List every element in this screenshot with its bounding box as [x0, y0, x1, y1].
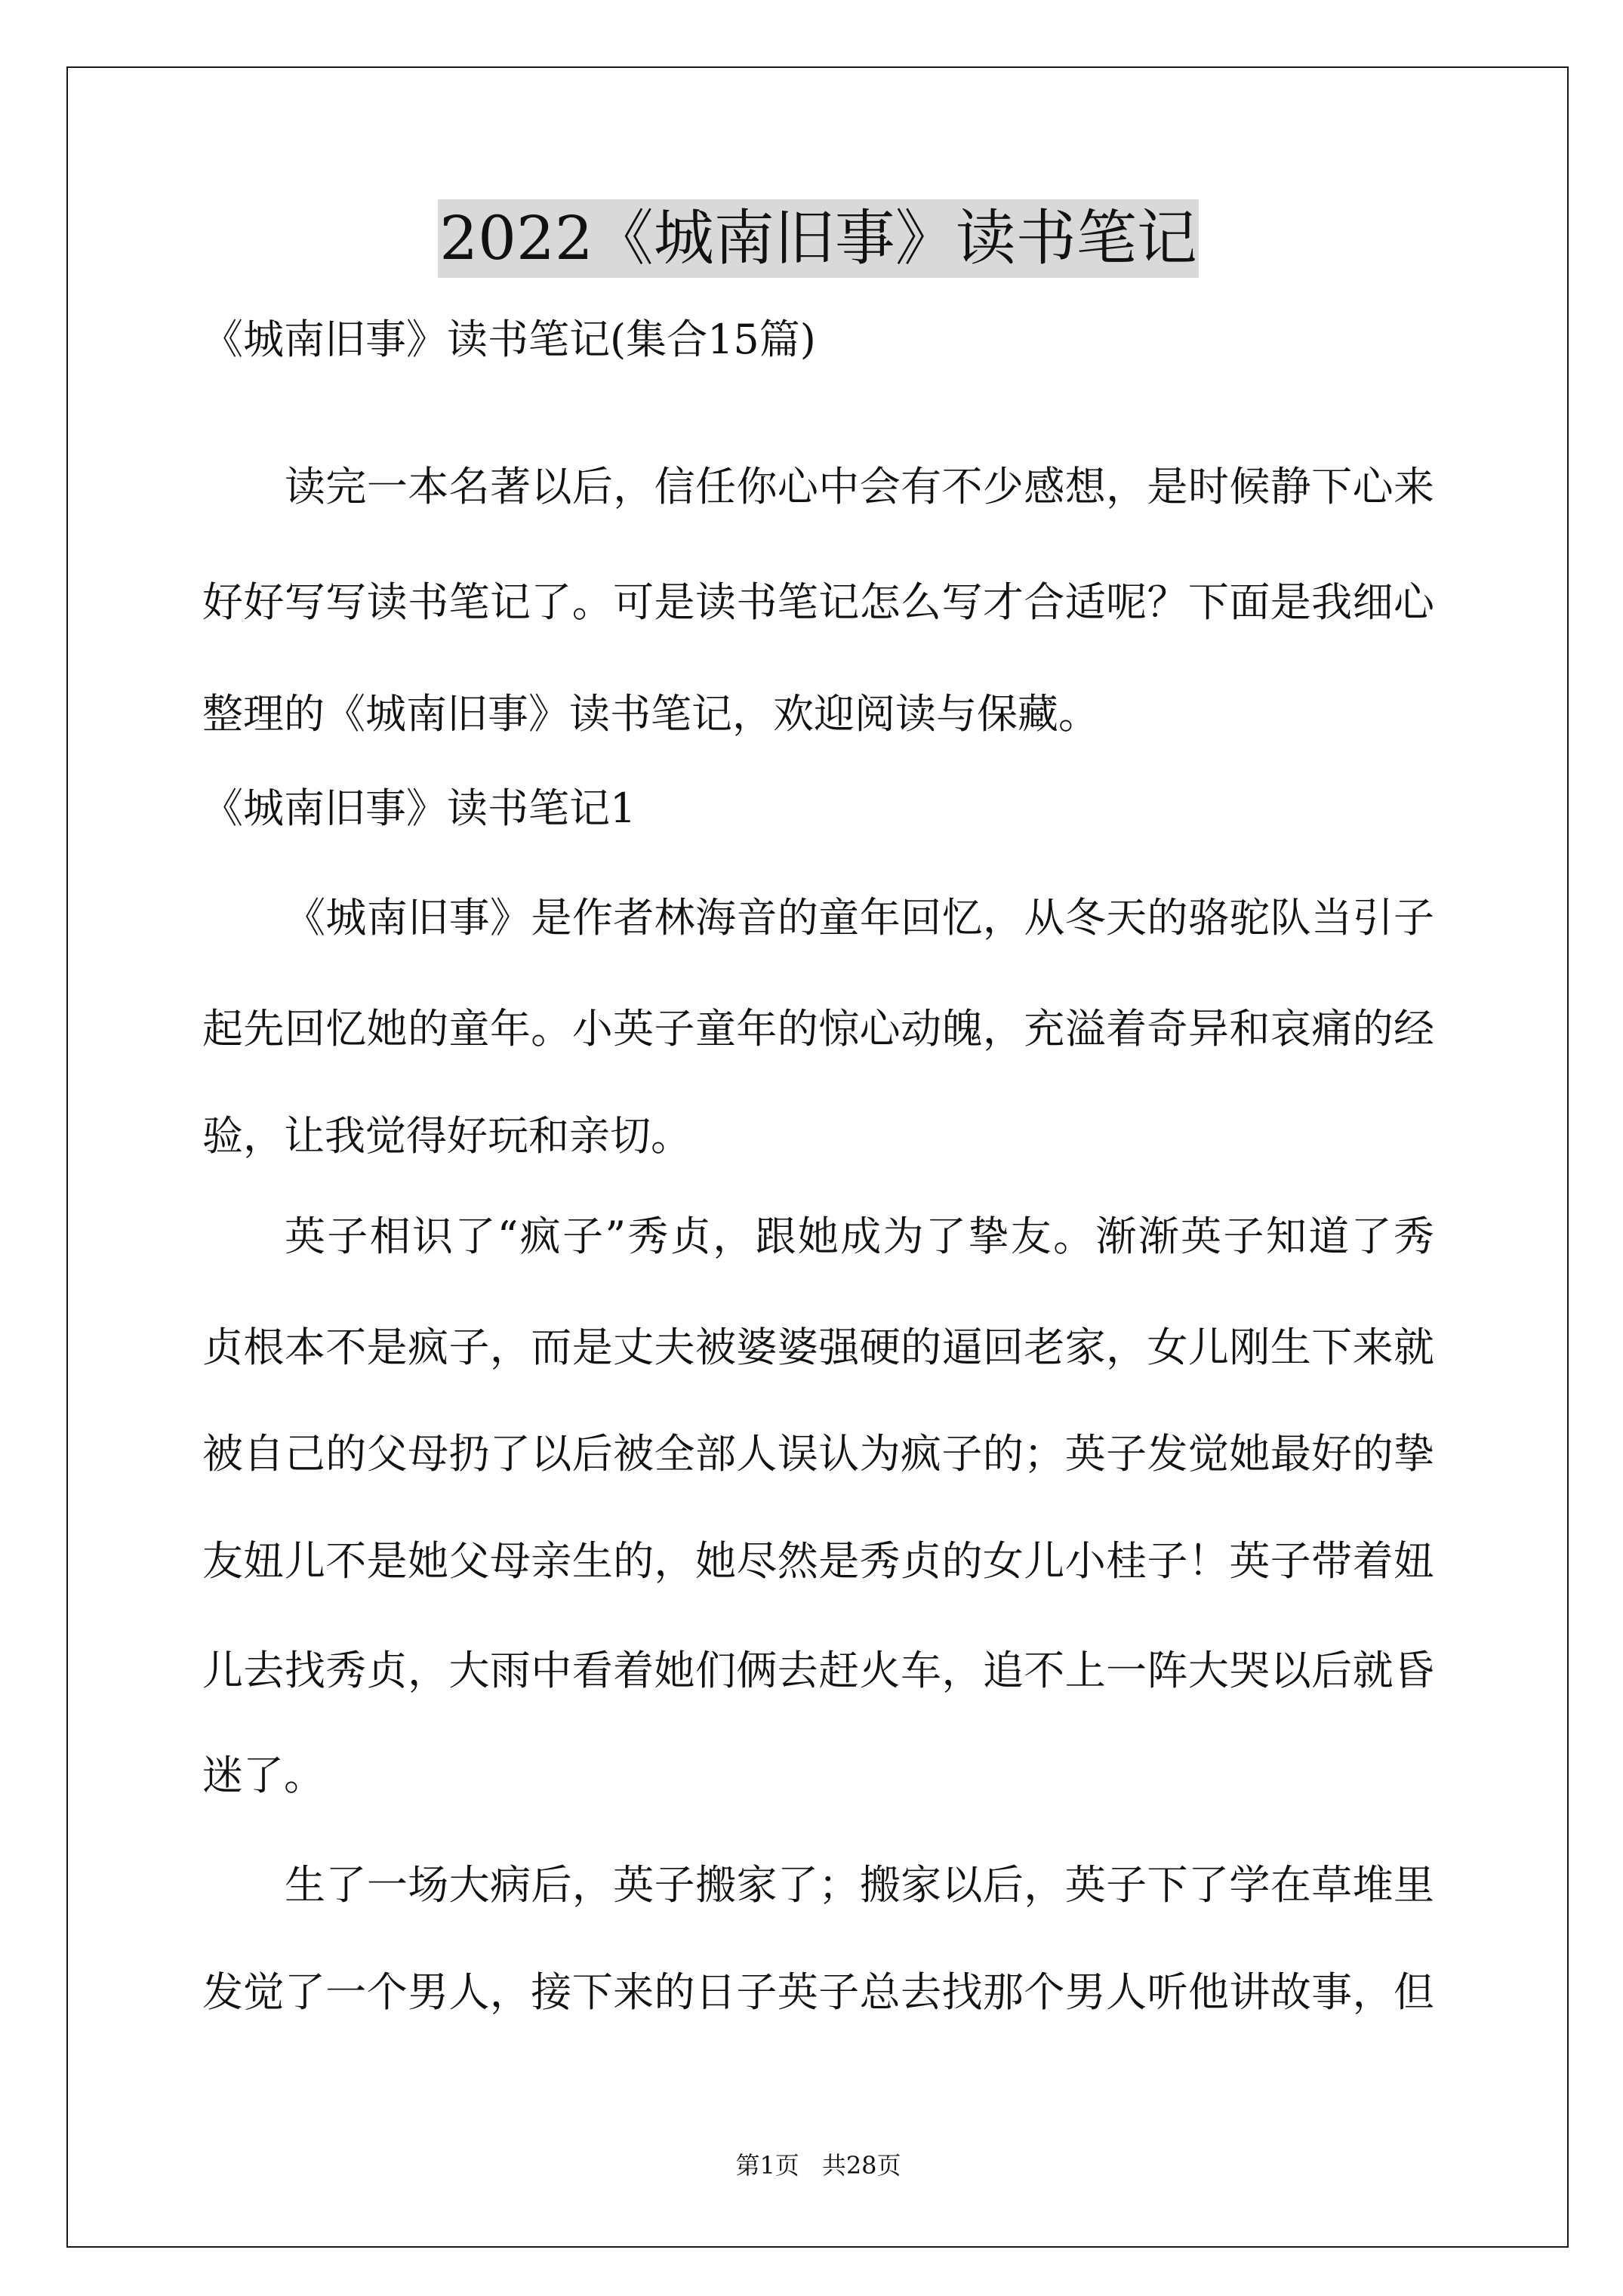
paragraph-line: 贞根本不是疯子，而是丈夫被婆婆强硬的逼回老家，女儿刚生下来就: [202, 1324, 1434, 1371]
paragraph-line: 验，让我觉得好玩和亲切。: [202, 1112, 691, 1160]
paragraph-line: 生了一场大病后，英子搬家了；搬家以后，英子下了学在草堆里: [285, 1861, 1434, 1909]
paragraph-line: 好好写写读书笔记了。可是读书笔记怎么写才合适呢？下面是我细心: [202, 578, 1434, 626]
paragraph-line: 英子相识了“疯子”秀贞，跟她成为了挚友。渐渐英子知道了秀: [285, 1213, 1434, 1260]
page-footer: [202, 2149, 1434, 2182]
paragraph-line: 迷了。: [202, 1752, 325, 1799]
paragraph-line: 《城南旧事》是作者林海音的童年回忆，从冬天的骆驼队当引子: [285, 894, 1434, 942]
paragraph-line: 整理的《城南旧事》读书笔记，欢迎阅读与保藏。: [202, 690, 1099, 738]
page-number: 第1页: [735, 2151, 799, 2180]
page-total: 共28页: [821, 2151, 901, 2180]
paragraph-line: 被自己的父母扔了以后被全部人误认为疯子的；英子发觉她最好的挚: [202, 1430, 1434, 1478]
paragraph-line: 儿去找秀贞，大雨中看着她们俩去赶火车，追不上一阵大哭以后就昏: [202, 1647, 1434, 1694]
document-subtitle: 《城南旧事》读书笔记(集合15篇): [202, 316, 816, 363]
document-title: 2022《城南旧事》读书笔记: [438, 199, 1199, 278]
paragraph-line: 友妞儿不是她父母亲生的，她尽然是秀贞的女儿小桂子！英子带着妞: [202, 1537, 1434, 1585]
paragraph-line: 发觉了一个男人，接下来的日子英子总去找那个男人听他讲故事，但: [202, 1968, 1434, 2016]
paragraph-line: 读完一本名著以后，信任你心中会有不少感想，是时候静下心来: [285, 463, 1434, 510]
paragraph-line: 起先回忆她的童年。小英子童年的惊心动魄，充溢着奇异和哀痛的经: [202, 1005, 1434, 1052]
section-heading: 《城南旧事》读书笔记1: [202, 784, 636, 832]
title-bar: [202, 199, 1434, 278]
